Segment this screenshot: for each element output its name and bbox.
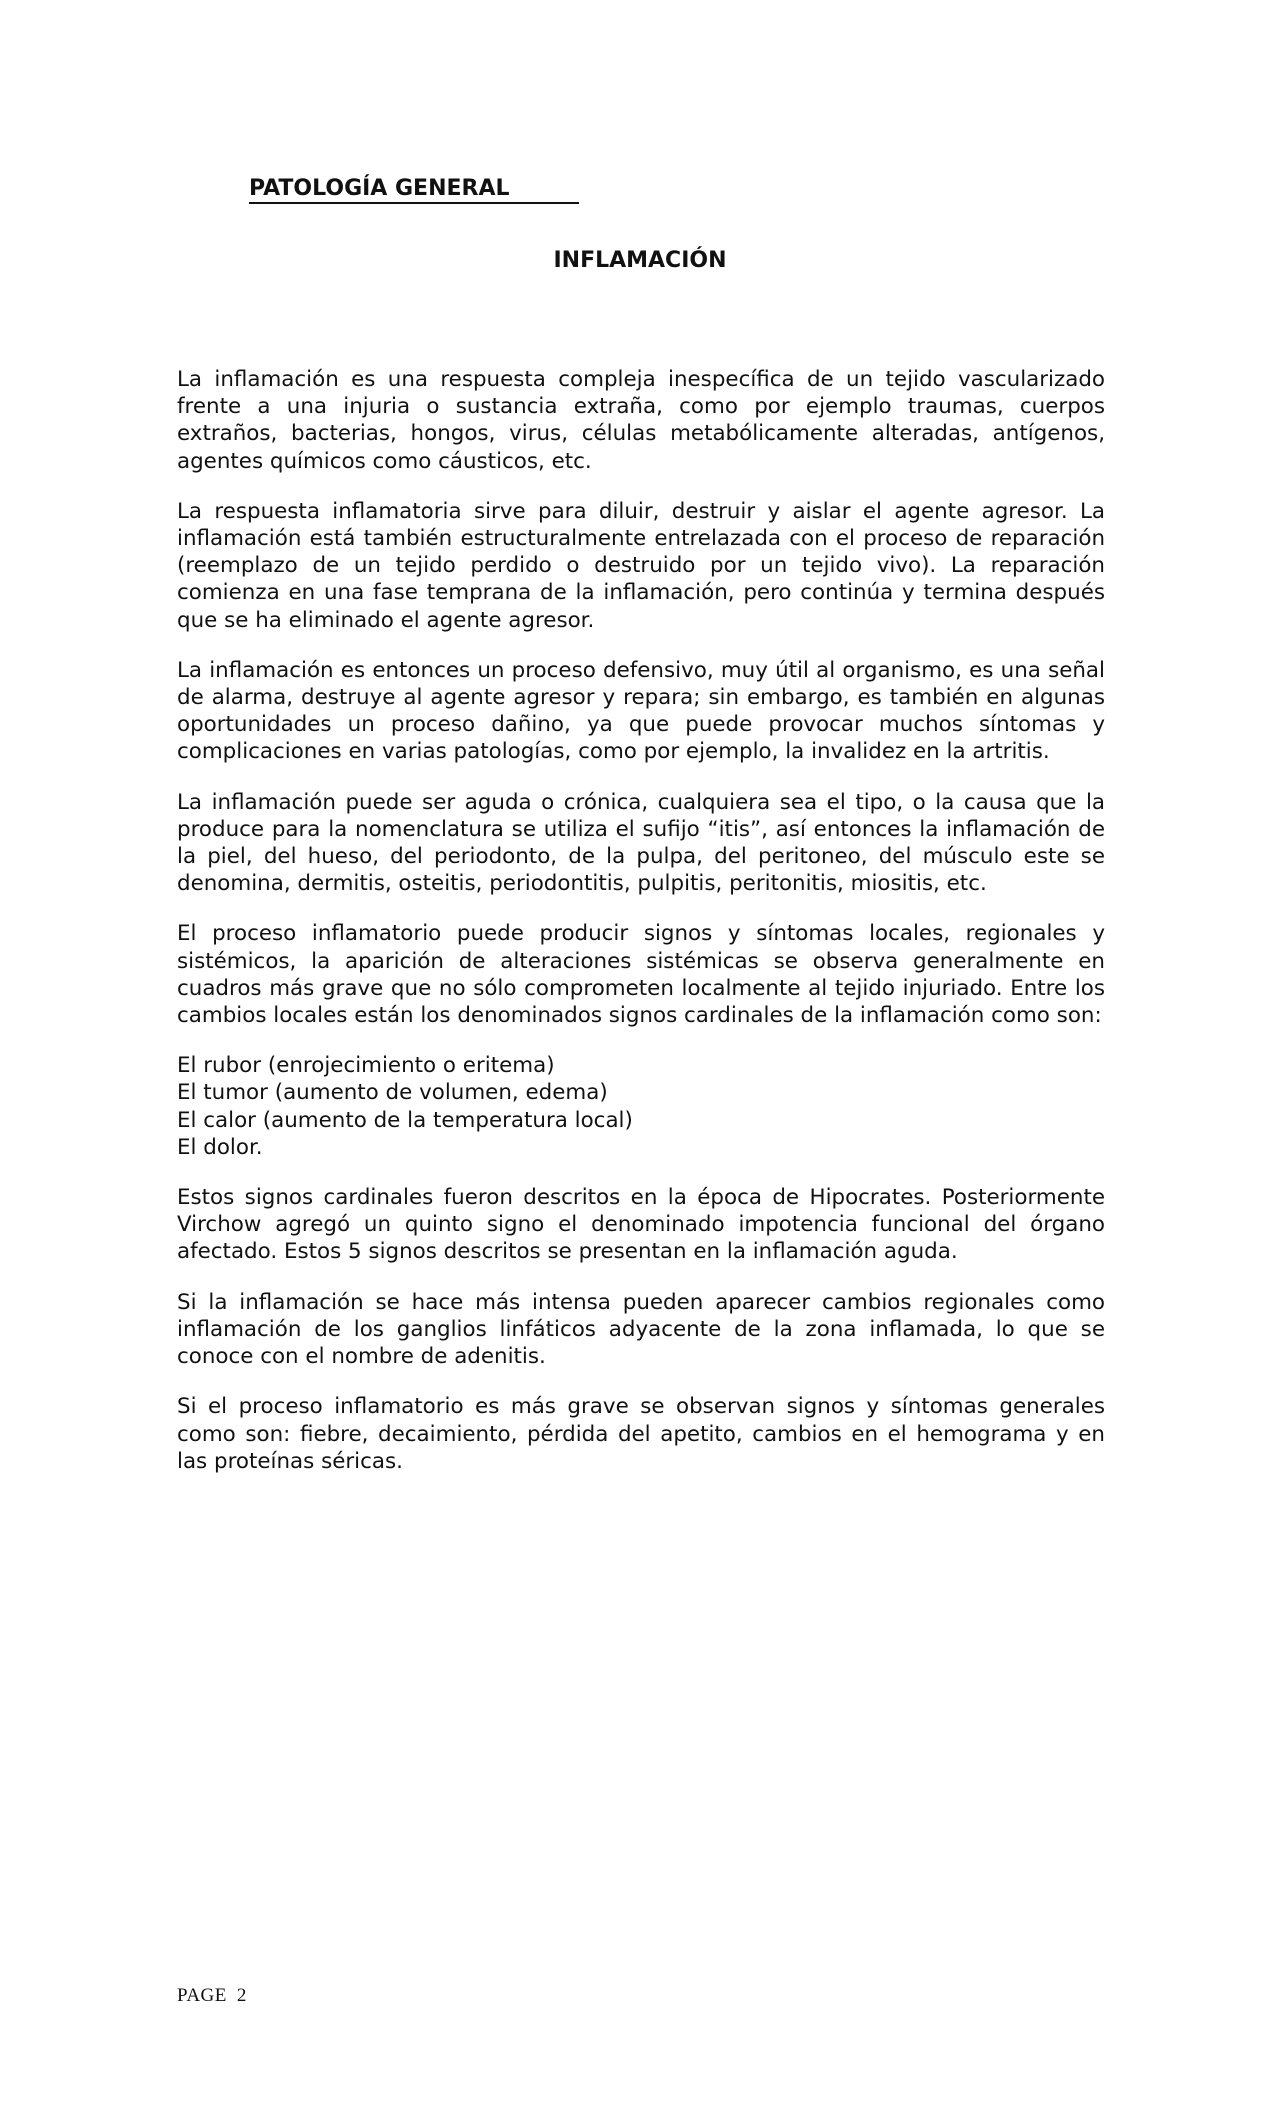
page-number: 2: [236, 1985, 247, 2006]
paragraph-7: Si la inflamación se hace más intensa pueden aparecer cambios regionales como inflamación de los ganglios linfáticos adyacente de la zona inflamada, lo que se conoce con el nombre de adenitis.: [177, 1289, 1105, 1370]
page-footer: [177, 1985, 247, 2007]
paragraph-8: Si el proceso inflamatorio es más grave se observan signos y síntomas generales como son: fiebre, decaimiento, pérdida del apetito, cambios en el hemograma y en las proteínas séricas.: [177, 1394, 1105, 1474]
document-body: [177, 366, 1105, 1498]
list-item: El rubor (enrojecimiento o eritema): [177, 1053, 555, 1079]
paragraph-2: La respuesta inflamatoria sirve para diluir, destruir y aislar el agente agresor. La inflamación está también estructuralmente entrelazada con el proceso de reparación (reemplazo de un tejido perdido o destruido por un tejido vivo). La reparación comienza en una fase temprana de la inflamación, pero continúa y termina después que se ha eliminado el agente agresor.: [177, 498, 1105, 633]
paragraph-5: El proceso inflamatorio puede producir signos y síntomas locales, regionales y sistémicos, la aparición de alteraciones sistémicas se observa generalmente en cuadros más grave que no sólo comprometen localmente al tejido injuriado. Entre los cambios locales están los denominados signos cardinales de la inflamación como son:: [177, 921, 1105, 1029]
list-item: El dolor.: [177, 1134, 263, 1160]
course-header: [249, 176, 579, 204]
paragraph-6: Estos signos cardinales fueron descritos en la época de Hipocrates. Posteriormente Virchow agregó un quinto signo el denominado impotencia funcional del órgano afectado. Estos 5 signos descritos se presentan en la inflamación aguda.: [177, 1185, 1105, 1265]
paragraph-4: La inflamación puede ser aguda o crónica, cualquiera sea el tipo, o la causa que la produce para la nomenclatura se utiliza el sufijo “itis”, así entonces la inflamación de la piel, del hueso, del periodonto, de la pulpa, del peritoneo, del músculo este se denomina, dermitis, osteitis, periodontitis, pulpitis, peritonitis, miositis, etc.: [177, 789, 1105, 897]
page-title: INFLAMACIÓN: [553, 248, 727, 273]
list-item: El calor (aumento de la temperatura local): [177, 1107, 633, 1133]
paragraph-3: La inflamación es entonces un proceso defensivo, muy útil al organismo, es una señal de alarma, destruye al agente agresor y repara; sin embargo, es también en algunas oportunidades un proceso dañino, ya que puede provocar muchos síntomas y complicaciones en varias patologías, como por ejemplo, la invalidez en la artritis.: [177, 657, 1105, 765]
page-label: PAGE: [177, 1985, 227, 2006]
list-item: El tumor (aumento de volumen, edema): [177, 1080, 608, 1106]
paragraph-1: La inflamación es una respuesta compleja inespecífica de un tejido vascularizado frente a una injuria o sustancia extraña, como por ejemplo traumas, cuerpos extraños, bacterias, hongos, virus, células metabólicamente alteradas, antígenos, agentes químicos como cáusticos, etc.: [177, 367, 1105, 474]
cardinal-signs-list: [177, 1052, 1105, 1161]
course-name: PATOLOGÍA GENERAL: [249, 176, 510, 201]
